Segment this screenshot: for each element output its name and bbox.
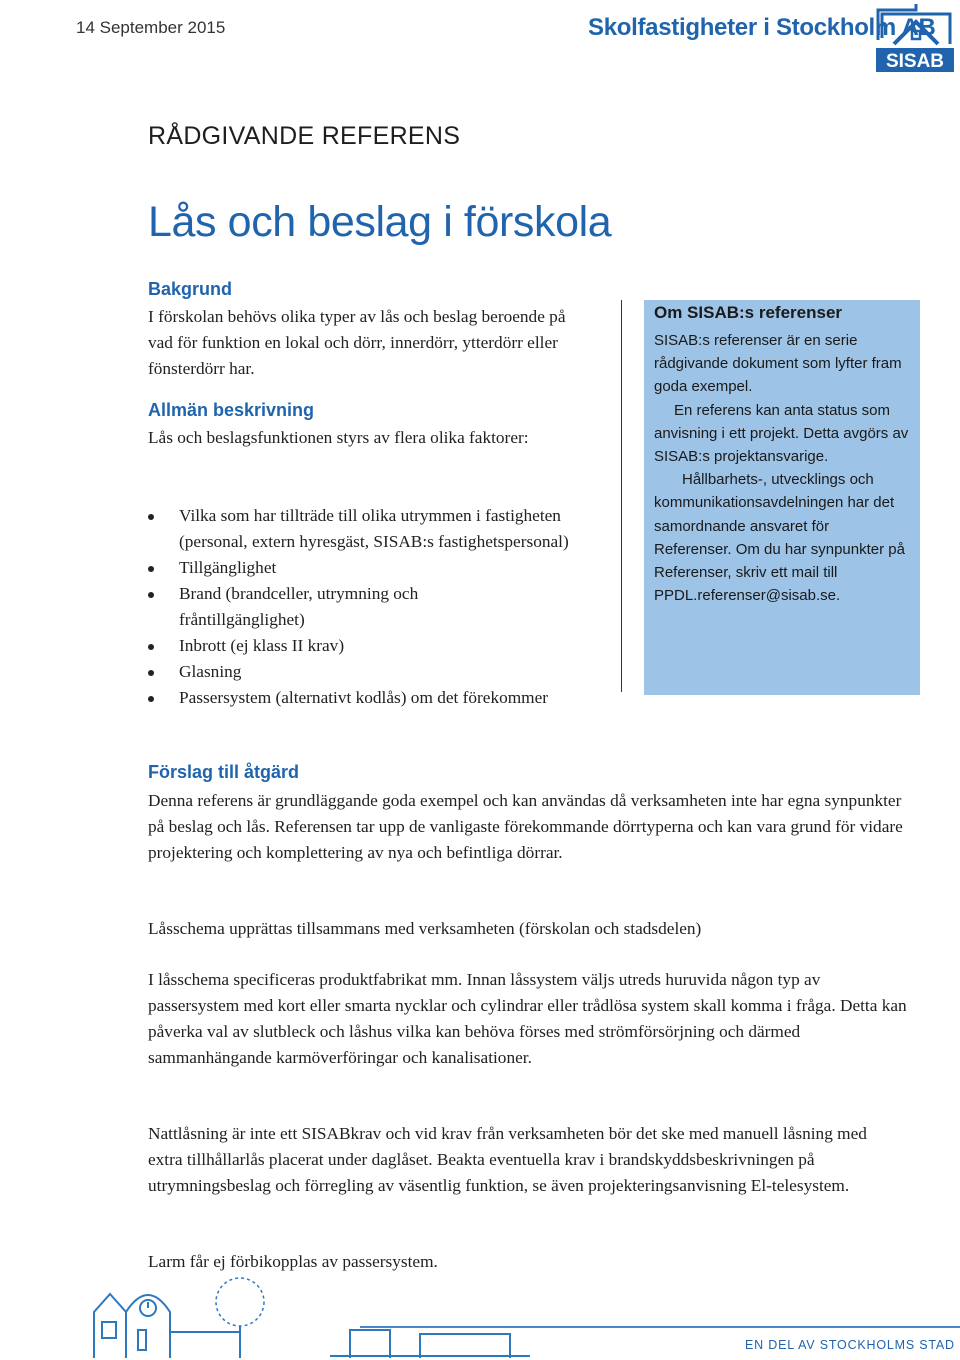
- forslag-paragraph: Låsschema upprättas tillsammans med verksamheten (förskolan och stadsdelen): [148, 919, 702, 938]
- column-divider: [621, 300, 622, 692]
- list-item: Vilka som har tillträde till olika utrymmen i fastigheten (personal, extern hyresgäst, SISAB:s fastighetspersonal): [148, 503, 624, 555]
- forslag-paragraph: I låsschema specificeras produktfabrikat mm. Innan låssystem väljs utreds huruvida någon typ av passersystem med kort eller smarta nycklar och cylindrar eller trådlösa system skall komma i fråga. Detta kan påverka val av slutbleck och låshus vilka kan behöva förses med strömförsörjning och därmed sammanhängande karmöverföringar och kanalisationer.: [148, 970, 907, 1067]
- sidebar-paragraph: SISAB:s referenser är en serie rådgivande dokument som lyfter fram goda exempel.: [654, 332, 902, 396]
- sisab-logo: [874, 4, 956, 74]
- forslag-paragraph: Denna referens är grundläggande goda exempel och kan användas då verksamheten inte har egna synpunkter på beslag och lås. Referensen tar upp de vanligaste förekommande dörrtyperna och kan vara grund för vidare projektering och komplettering av nya och befintliga dörrar.: [148, 791, 903, 862]
- list-item: Tillgänglighet: [148, 555, 668, 581]
- forslag-paragraph: Nattlåsning är inte ett SISABkrav och vid krav från verksamheten bör det ske med manuell låsning med extra tillhållarlås placerat under daglåset. Beakta eventuella krav i brandskyddsbeskrivningen på utrymningsbeslag och förregling av väsentlig funktion, se även projekteringsanvisning El-telesystem.: [148, 1124, 867, 1195]
- page-title: Lås och beslag i förskola: [148, 198, 612, 246]
- forslag-heading: Förslag till åtgärd: [148, 762, 300, 782]
- company-name: Skolfastigheter i Stockholm AB: [588, 14, 936, 41]
- bakgrund-heading: Bakgrund: [148, 279, 233, 299]
- document-type: RÅDGIVANDE REFERENS: [148, 122, 461, 150]
- forslag-paragraph: Larm får ej förbikopplas av passersystem.: [148, 1252, 438, 1271]
- footer-illustration: [90, 1272, 610, 1358]
- list-item: Brand (brandceller, utrymning och fråntillgänglighet): [148, 581, 539, 633]
- sidebar-title: Om SISAB:s referenser: [654, 303, 843, 322]
- footer-rule: [360, 1326, 960, 1328]
- about-references-box: [644, 300, 920, 695]
- sidebar-paragraph: Hållbarhets-, utvecklings och kommunikationsavdelningen har det samordnande ansvaret för Referenser. Om du har synpunkter på Referenser, skriv ett mail till PPDL.referenser@sisab.se.: [654, 471, 905, 605]
- list-item: Inbrott (ej klass II krav): [148, 633, 668, 659]
- list-item: Glasning: [148, 659, 668, 685]
- allman-text: Lås och beslagsfunktionen styrs av flera olika faktorer:: [148, 428, 529, 447]
- sidebar-paragraph: En referens kan anta status som anvisning i ett projekt. Detta avgörs av SISAB:s projektansvarige.: [654, 401, 909, 466]
- bakgrund-text: I förskolan behövs olika typer av lås och beslag beroende på vad för funktion en lokal och dörr, innerdörr, ytterdörr eller fönsterdörr har.: [148, 307, 566, 378]
- factor-list: [148, 503, 668, 711]
- logo-text: SISAB: [885, 51, 945, 72]
- allman-heading: Allmän beskrivning: [148, 400, 315, 420]
- list-item: Passersystem (alternativt kodlås) om det förekommer: [148, 685, 668, 711]
- document-date: 14 September 2015: [76, 18, 226, 37]
- footer-text: EN DEL AV STOCKHOLMS STAD: [745, 1338, 955, 1352]
